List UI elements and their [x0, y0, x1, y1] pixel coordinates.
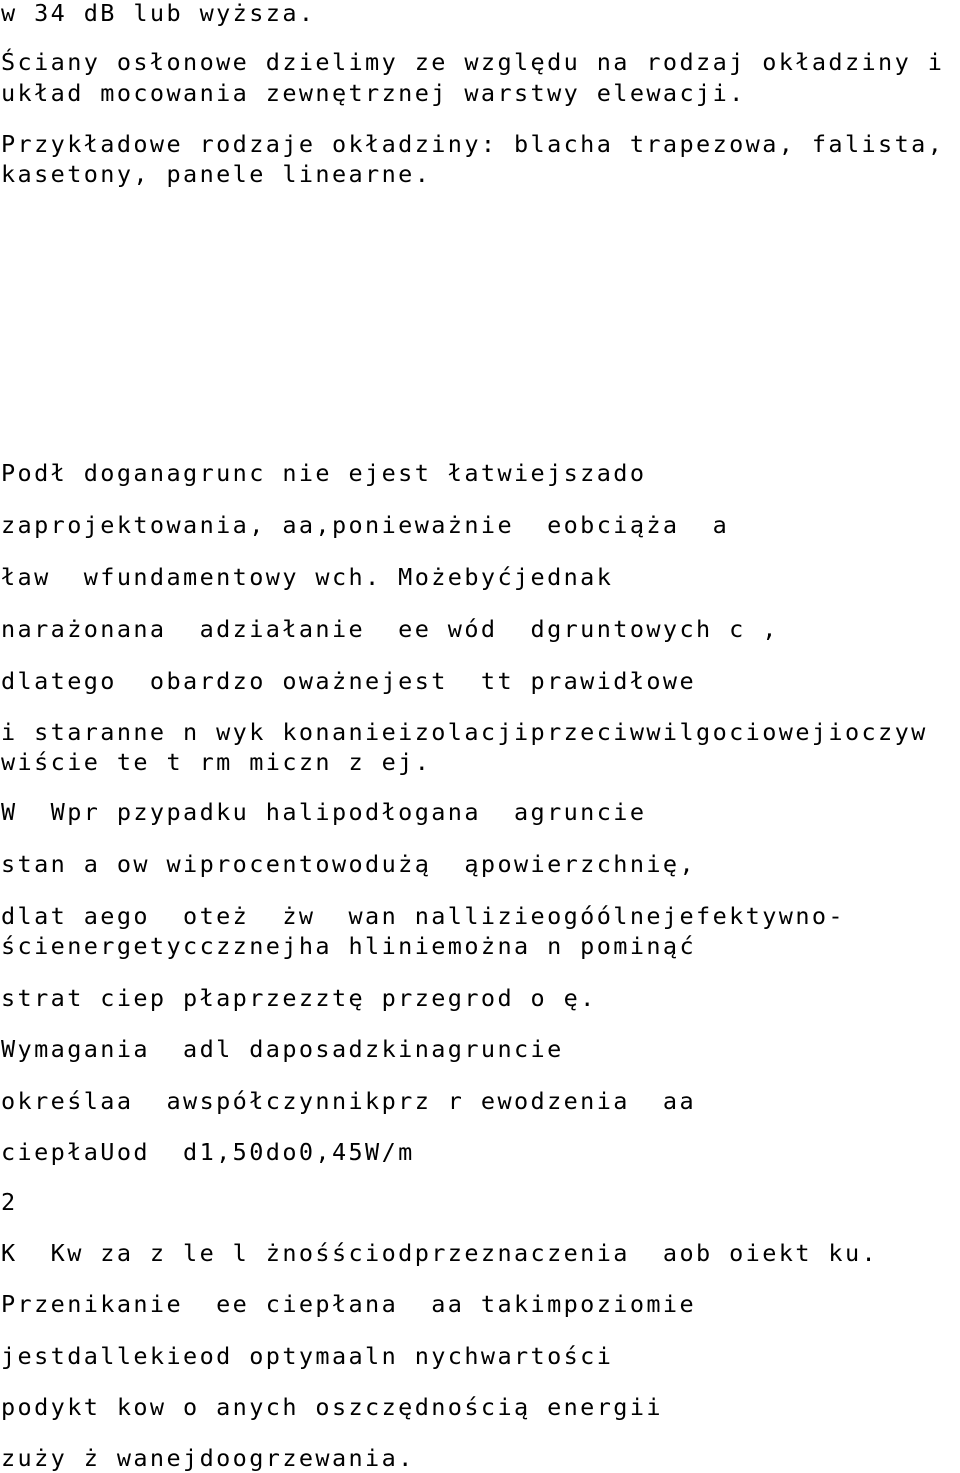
text-line: układ mocowania zewnętrznej warstwy elewacji. [1, 79, 746, 107]
text-line: ław wfundamentowy wch. Możebyćjednak [1, 563, 614, 591]
text-line: Przykładowe rodzaje okładziny: blacha trapezowa, falista, [1, 130, 945, 158]
text-line: Przenikanie ee ciepłana aa takimpoziomie [1, 1290, 697, 1318]
text-line: 2 [1, 1188, 18, 1216]
text-line: Wymagania adl daposadzkinagruncie [1, 1035, 564, 1063]
text-line: narażonana adziałanie ee wód dgruntowych c , [1, 615, 779, 643]
text-line: Ściany osłonowe dzielimy ze względu na rodzaj okładziny i [1, 48, 945, 76]
text-line: zaprojektowania, aa,ponieważnie eobciąża a [1, 511, 730, 539]
text-line: ścienergetycczznejha hliniemożna n pominąć [1, 932, 697, 960]
text-line: ciepłaUod d1,50do0,45W/m [1, 1138, 415, 1166]
text-line: stan a ow wiprocentowodużą ąpowierzchnię, [1, 850, 697, 878]
text-line: zuży ż wanejdoogrzewania. [1, 1444, 415, 1472]
text-line: dlatego obardzo oważnejest tt prawidłowe [1, 667, 697, 695]
text-line: wiście te t rm miczn z ej. [1, 748, 432, 776]
text-line: K Kw za z le l żnośściodprzeznaczenia aob oiekt ku. [1, 1239, 879, 1267]
text-line: określaa awspółczynnikprz r ewodzenia aa [1, 1087, 697, 1115]
text-line: strat ciep płaprzezztę przegrod o ę. [1, 984, 597, 1012]
text-line: podykt kow o anych oszczędnością energii [1, 1393, 663, 1421]
text-line: kasetony, panele linearne. [1, 160, 432, 188]
text-line: W Wpr pzypadku halipodłogana agruncie [1, 798, 647, 826]
text-line: Podł doganagrunc nie ejest łatwiejszado [1, 459, 647, 487]
text-line: jestdallekieod optymaaln nychwartości [1, 1342, 614, 1370]
text-line: dlat aego oteż żw wan nallizieogóólnejefektywno- [1, 902, 845, 930]
text-line: i staranne n wyk konanieizolacjiprzeciwwilgociowejioczyw [1, 718, 928, 746]
text-line: w 34 dB lub wyższa. [1, 0, 316, 27]
